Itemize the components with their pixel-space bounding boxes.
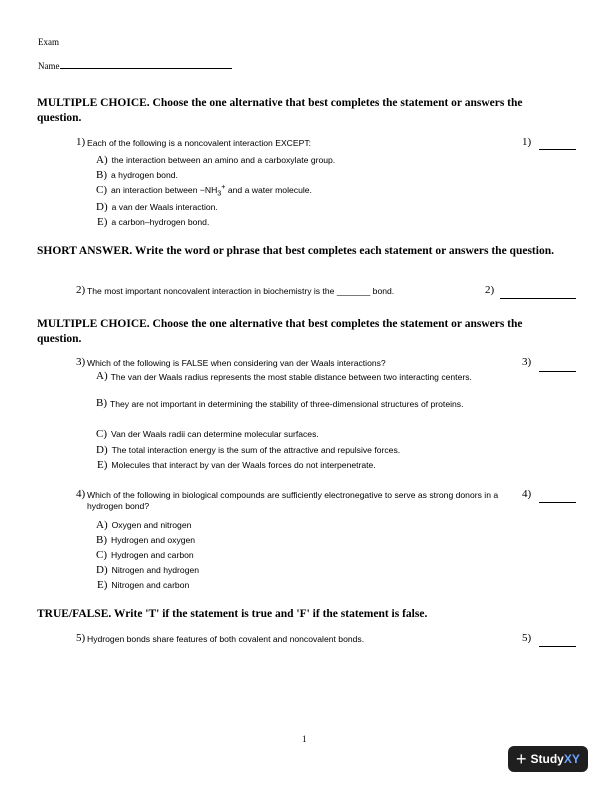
section-heading-short-answer: SHORT ANSWER. Write the word or phrase that best completes each statement or answers the question.: [37, 245, 554, 257]
answer-blank[interactable]: [539, 502, 576, 503]
answer-label: 3): [522, 356, 532, 368]
answer-label: 2): [485, 284, 495, 296]
option-b[interactable]: B) They are not important in determining the stability of three-dimensional structures of proteins.: [96, 397, 464, 409]
option-e[interactable]: E) Nitrogen and carbon: [97, 579, 190, 591]
option-b[interactable]: B) a hydrogen bond.: [96, 169, 178, 181]
option-c[interactable]: C) Van der Waals radii can determine molecular surfaces.: [96, 428, 319, 440]
exam-label: Exam: [38, 37, 59, 47]
option-b[interactable]: B) Hydrogen and oxygen: [96, 534, 196, 546]
answer-blank[interactable]: [539, 371, 576, 372]
page-number: 1: [302, 734, 307, 744]
question-number: 1): [76, 136, 86, 148]
option-d[interactable]: D) a van der Waals interaction.: [96, 201, 218, 213]
section-heading-multiple-choice-1: MULTIPLE CHOICE. Choose the one alternative that best completes the statement or answers the question.: [37, 97, 523, 124]
plus-icon: +: [516, 749, 527, 769]
question-text: Which of the following is FALSE when considering van der Waals interactions?: [87, 358, 386, 368]
question-number: 4): [76, 488, 86, 500]
question-text: Hydrogen bonds share features of both covalent and noncovalent bonds.: [87, 634, 365, 644]
answer-blank[interactable]: [500, 298, 576, 299]
question-number: 5): [76, 632, 86, 644]
question-number: 3): [76, 356, 86, 368]
answer-blank[interactable]: [539, 149, 576, 150]
option-a[interactable]: A) the interaction between an amino and a carboxylate group.: [96, 154, 336, 166]
name-row: [38, 61, 232, 71]
answer-label: 1): [522, 136, 532, 148]
section-heading-multiple-choice-2: MULTIPLE CHOICE. Choose the one alternative that best completes the statement or answers the question.: [37, 318, 523, 345]
option-e[interactable]: E) Molecules that interact by van der Waals forces do not interpenetrate.: [97, 459, 376, 471]
option-c[interactable]: C) an interaction between $-NH_3^+$ and a water molecule.: [96, 183, 312, 198]
answer-blank[interactable]: [539, 646, 576, 647]
name-label: Name: [38, 61, 60, 71]
studyxy-badge[interactable]: [508, 746, 588, 772]
answer-label: 5): [522, 632, 532, 644]
option-d[interactable]: D) The total interaction energy is the sum of the attractive and repulsive forces.: [96, 444, 401, 456]
option-a[interactable]: A) The van der Waals radius represents the most stable distance between two interacting centers.: [96, 370, 472, 382]
question-number: 2): [76, 284, 86, 296]
option-c[interactable]: C) Hydrogen and carbon: [96, 549, 194, 561]
section-heading-true-false: TRUE/FALSE. Write 'T' if the statement is true and 'F' if the statement is false.: [37, 608, 428, 620]
option-d[interactable]: D) Nitrogen and hydrogen: [96, 564, 200, 576]
question-text: Which of the following in biological compounds are sufficiently electronegative to serve as strong donors in a hydrogen bond?: [87, 490, 499, 511]
option-e[interactable]: E) a carbon–hydrogen bond.: [97, 216, 210, 228]
answer-label: 4): [522, 488, 532, 500]
option-a[interactable]: A) Oxygen and nitrogen: [96, 519, 192, 531]
badge-brand: StudyXY: [530, 752, 580, 766]
question-text: The most important noncovalent interaction in biochemistry is the _______ bond.: [87, 286, 395, 296]
name-field[interactable]: [60, 68, 232, 69]
question-text: Each of the following is a noncovalent interaction EXCEPT:: [87, 138, 312, 148]
